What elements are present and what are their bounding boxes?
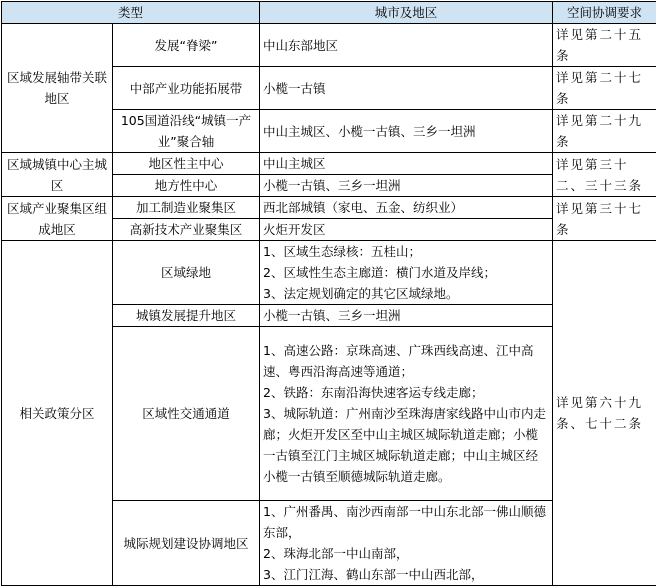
header-requirement: 空间协调要求 (553, 2, 656, 24)
type-cell: 区域性交通通道 (113, 327, 260, 501)
city-cell-list (260, 241, 553, 305)
group-center-name: 区域城镇中心主城区 (2, 153, 113, 197)
type-cell: 地方性中心 (113, 175, 260, 197)
city-cell-list (260, 327, 553, 501)
city-cell: 中山主城区、小榄一古镇、三乡一坦洲 (260, 110, 553, 153)
list-item: 1、广州番禺、南沙西南部一中山东北部一佛山顺德东部， (263, 504, 546, 540)
list-item: 3、江门江海、鹤山东部一中山西北部， (263, 567, 484, 582)
list-item: 1、高速公路：京珠高速、广珠西线高速、江中高速、粤西沿海高速等通道； (263, 343, 534, 379)
type-cell: 高新技术产业聚集区 (113, 219, 260, 241)
city-cell: 中山主城区 (260, 153, 553, 175)
type-cell: 105国道沿线“城镇一产业”聚合轴 (113, 110, 260, 153)
list-item: 1、区域生态绿核：五桂山； (263, 244, 421, 259)
type-cell: 中部产业功能拓展带 (113, 67, 260, 110)
group-policy-name: 相关政策分区 (2, 241, 113, 586)
table-row (2, 24, 657, 67)
city-cell: 小榄一古镇、三乡一坦洲 (260, 305, 553, 327)
header-type: 类型 (2, 2, 260, 24)
policy-table-container (1, 1, 656, 586)
list-item: 2、区域性生态主廊道：横门水道及岸线； (263, 265, 496, 280)
type-cell: 发展“脊梁” (113, 24, 260, 67)
type-cell: 区域绿地 (113, 241, 260, 305)
requirement-cell: 详见第三十七条 (553, 197, 656, 241)
group-axis-name: 区域发展轴带关联地区 (2, 24, 113, 153)
table-header-row (2, 2, 657, 24)
city-cell: 火炬开发区 (260, 219, 553, 241)
city-cell: 中山东部地区 (260, 24, 553, 67)
requirement-cell: 详见第六十九条、七十二条 (553, 241, 656, 586)
requirement-cell: 详见第二十九条 (553, 110, 656, 153)
requirement-cell: 详见第三十二、三十三条 (553, 153, 656, 197)
type-cell: 加工制造业聚集区 (113, 197, 260, 219)
table-row (2, 241, 657, 305)
table-row (2, 197, 657, 219)
type-cell: 城镇发展提升地区 (113, 305, 260, 327)
list-item: 2、铁路：东南沿海快速客运专线走廊； (263, 385, 484, 400)
header-city: 城市及地区 (260, 2, 553, 24)
requirement-cell: 详见第二十七条 (553, 67, 656, 110)
city-cell: 小榄一古镇 (260, 67, 553, 110)
city-cell: 小榄一古镇、三乡一坦洲 (260, 175, 553, 197)
requirement-cell: 详见第二十五条 (553, 24, 656, 67)
list-item: 3、城际轨道：广州南沙至珠海唐家线路中山市内走廊；火炬开发区至中山主城区城际轨道走廊；小榄一古镇至江门主城区城际轨道走廊；中山主城区经小榄一古镇至顺德城际轨道走廊。 (263, 406, 546, 484)
city-cell-list (260, 501, 553, 586)
group-industry-name: 区域产业聚集区组成地区 (2, 197, 113, 241)
city-cell: 西北部城镇（家电、五金、纺织业） (260, 197, 553, 219)
spatial-coordination-table (1, 1, 656, 586)
type-cell: 地区性主中心 (113, 153, 260, 175)
list-item: 3、法定规划确定的其它区域绿地。 (263, 286, 459, 301)
type-cell: 城际规划建设协调地区 (113, 501, 260, 586)
list-item: 2、珠海北部一中山南部， (263, 546, 409, 561)
table-row (2, 153, 657, 175)
